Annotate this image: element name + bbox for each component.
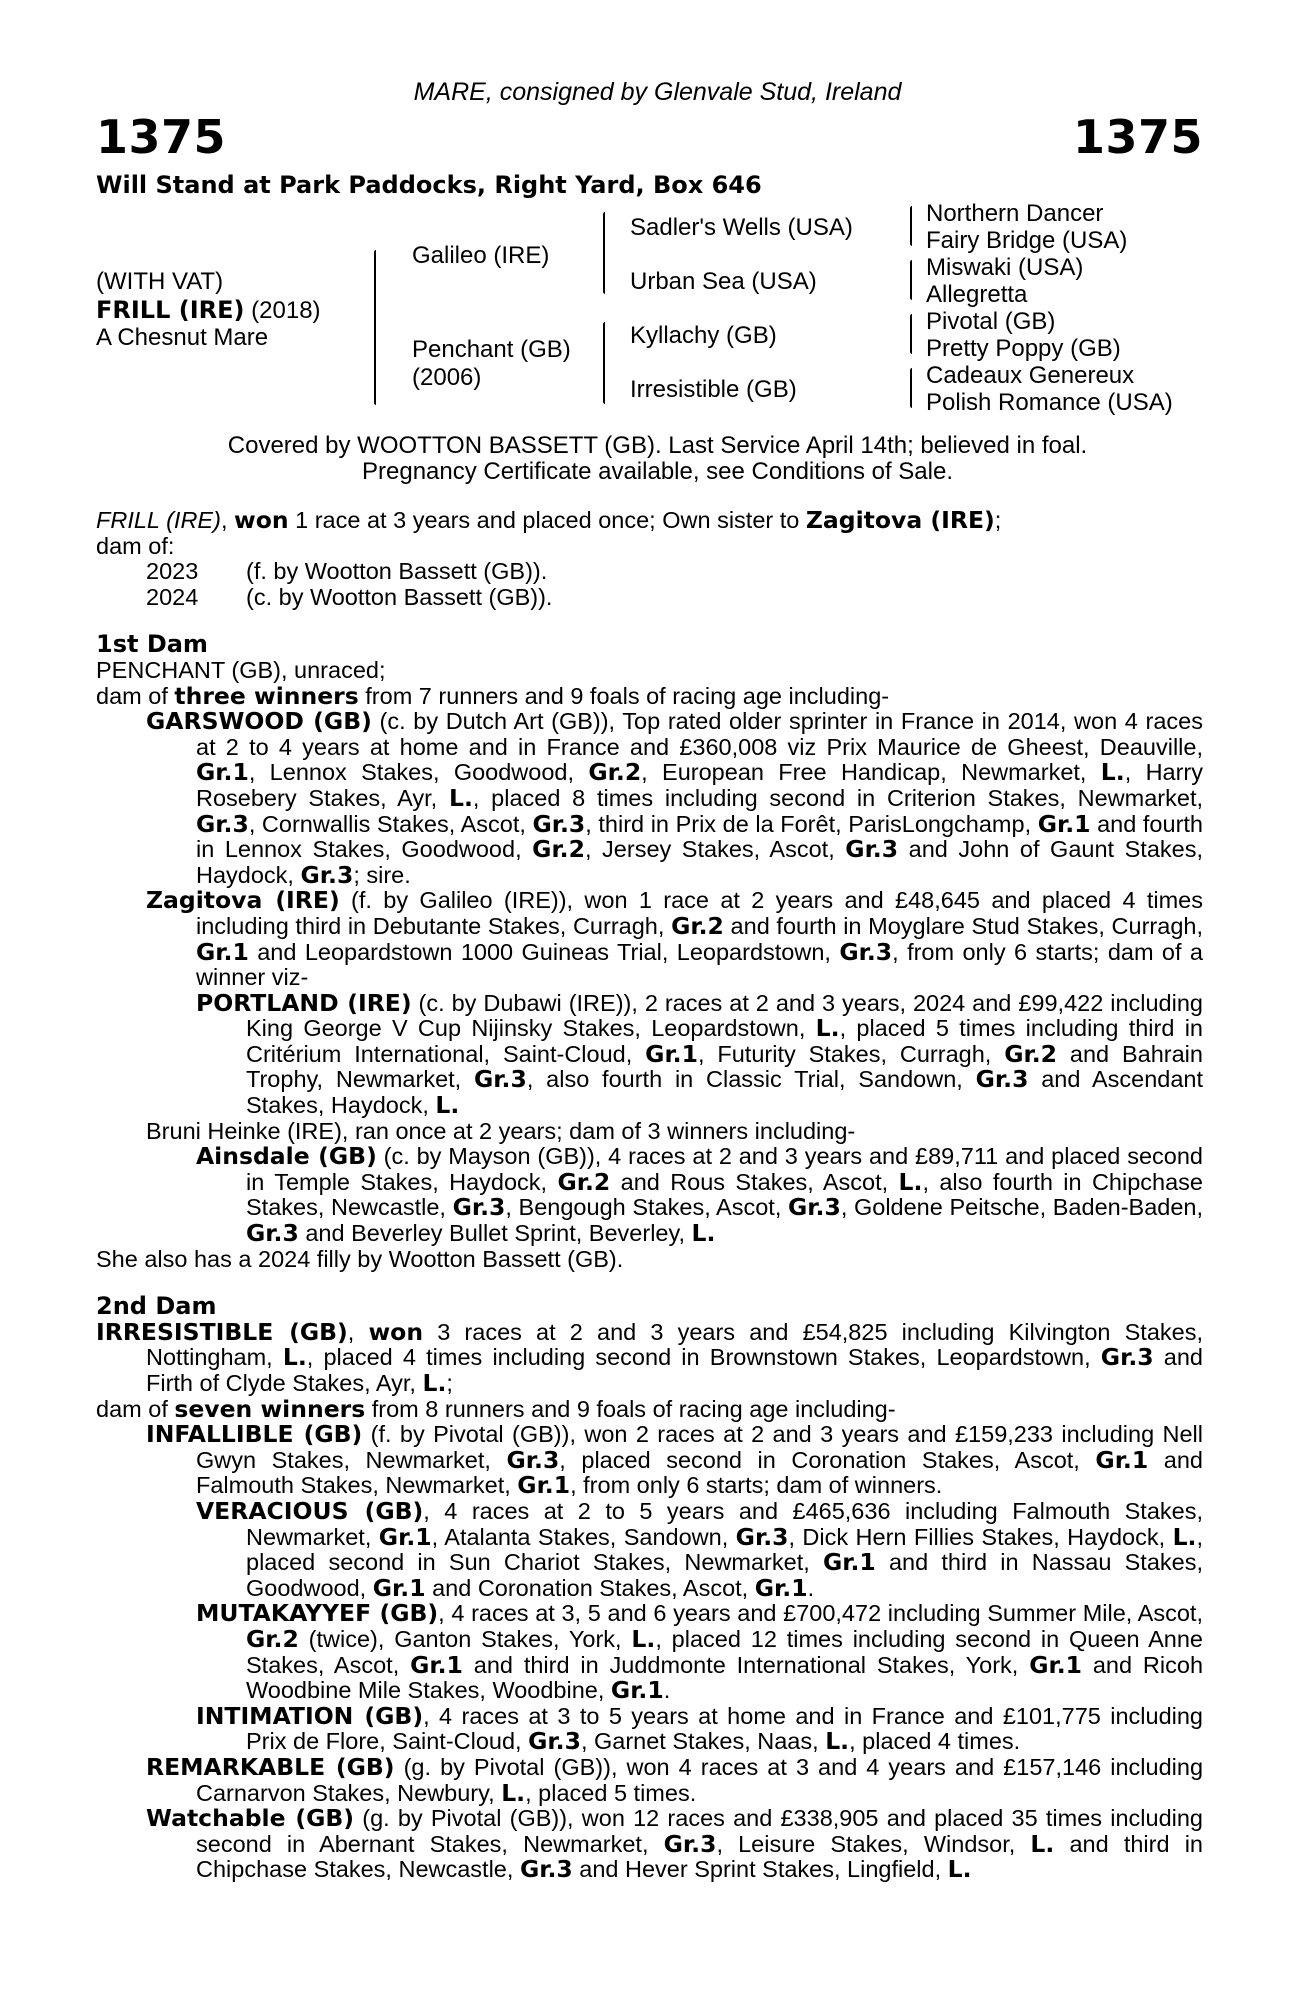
produce-text: (f. by Wootton Bassett (GB)). <box>246 558 548 585</box>
pedigree-brace-sire <box>603 212 605 294</box>
progeny-veracious: VERACIOUS (GB), 4 races at 2 to 5 years and £465,636 including Falmouth Stakes, Newmarket, Gr.1, Atalanta Stakes, Sandown, Gr.3, Dick Hern Fillies Stakes, Haydock, L., placed second in Sun Chariot Stakes, Newmarket, Gr.1 and third in Nassau Stakes, Goodwood, Gr.1 and Coronation Stakes, Ascot, Gr.1. <box>196 1496 1204 1602</box>
horse-name-line <box>96 296 321 325</box>
produce-year: 2023 <box>146 558 199 585</box>
dam-dam: Irresistible (GB) <box>630 376 797 403</box>
horse-year: (2018) <box>251 297 321 324</box>
g-pretty-poppy: Pretty Poppy (GB) <box>926 335 1121 362</box>
produce-row <box>96 585 1203 611</box>
produce-row <box>96 559 1203 585</box>
stand-location: Will Stand at Park Paddocks, Right Yard, Box 646 <box>96 171 762 199</box>
dam-line2: (2006) <box>412 364 482 391</box>
catalogue-body <box>96 508 1203 1883</box>
g-fairy-bridge: Fairy Bridge (USA) <box>926 227 1128 254</box>
sire-sire: Sadler's Wells (USA) <box>630 214 853 241</box>
g-cadeaux-genereux: Cadeaux Genereux <box>926 362 1135 389</box>
progeny-ainsdale: Ainsdale (GB) (c. by Mayson (GB)), 4 races at 2 and 3 years and £89,711 and placed second in Temple Stakes, Haydock, Gr.2 and Rous Stakes, Ascot, L., also fourth in Chipchase Stakes, Newcastle, Gr.3, Bengough Stakes, Ascot, Gr.3, Goldene Peitsche, Baden-Baden, Gr.3 and Beverley Bullet Sprint, Beverley, L. <box>196 1142 1204 1248</box>
pedigree-brace-dam <box>603 322 605 404</box>
first-dam-summary <box>96 681 1203 710</box>
intro-text: 1 race at 3 years and placed once; Own sister to <box>288 507 806 533</box>
second-dam-text: from 8 runners and 9 foals of racing age including- <box>365 1395 896 1422</box>
intro-won: won <box>234 506 289 534</box>
g-polish-romance: Polish Romance (USA) <box>926 389 1173 416</box>
progeny-garswood: GARSWOOD (GB) (c. by Dutch Art (GB)), Top rated older sprinter in France in 2014, won 4 races at 2 to 4 years at home and in France and £360,008 viz Prix Maurice de Gheest, Deauville, Gr.1, Lennox Stakes, Goodwood, Gr.2, European Free Handicap, Newmarket, L., Harry Rosebery Stakes, Ayr, L., placed 8 times including second in Criterion Stakes, Newmarket, Gr.3, Cornwallis Stakes, Ascot, Gr.3, third in Prix de la Forêt, ParisLongchamp, Gr.1 and fourth in Lennox Stakes, Goodwood, Gr.2, Jersey Stakes, Ascot, Gr.3 and John of Gaunt Stakes, Haydock, Gr.3; sire. <box>146 707 1204 889</box>
second-dam-record: IRRESISTIBLE (GB), won 3 races at 2 and 3 years and £54,825 including Kilvington Stakes, Nottingham, L., placed 4 times including second in Brownstown Stakes, Leopardstown, Gr.3 and Firth of Clyde Stakes, Ayr, L.; <box>96 1317 1203 1397</box>
produce-year: 2024 <box>146 583 199 610</box>
progeny-remarkable: REMARKABLE (GB) (g. by Pivotal (GB)), won 4 races at 3 and 4 years and £157,146 including Carnarvon Stakes, Newbury, L., placed 5 times. <box>146 1752 1204 1807</box>
progeny-infallible: INFALLIBLE (GB) (f. by Pivotal (GB)), won 2 races at 2 and 3 years and £159,233 including Nell Gwyn Stakes, Newmarket, Gr.3, placed second in Coronation Stakes, Ascot, Gr.1 and Falmouth Stakes, Newmarket, Gr.1, from only 6 starts; dam of winners. <box>146 1420 1203 1500</box>
progeny-watchable: Watchable (GB) (g. by Pivotal (GB)), won 12 races and £338,905 and placed 35 times including second in Abernant Stakes, Newmarket, Gr.3, Leisure Stakes, Windsor, L. and third in Chipchase Stakes, Newcastle, Gr.3 and Hever Sprint Stakes, Lingfield, L. <box>146 1804 1203 1884</box>
pedigree-brace-g3 <box>910 314 912 354</box>
progeny-portland: PORTLAND (IRE) (c. by Dubawi (IRE)), 2 races at 2 and 3 years, 2024 and £99,422 including King George V Cup Nijinsky Stakes, Leopardstown, L., placed 5 times including third in Critérium International, Saint-Cloud, Gr.1, Futurity Stakes, Curragh, Gr.2 and Bahrain Trophy, Newmarket, Gr.3, also fourth in Classic Trial, Sandown, Gr.3 and Ascendant Stakes, Haydock, L. <box>196 988 1203 1120</box>
g-allegretta: Allegretta <box>926 281 1028 308</box>
intro-horse-name: FRILL (IRE) <box>96 507 221 533</box>
progeny-bruni-heinke: Bruni Heinke (IRE), ran once at 2 years; dam of 3 winners including- <box>146 1117 856 1144</box>
intro-text-end: ; <box>994 507 1002 533</box>
g-pivotal: Pivotal (GB) <box>926 308 1056 335</box>
progeny-intimation: INTIMATION (GB), 4 races at 3 to 5 years at home and in France and £101,775 including Prix de Flore, Saint-Cloud, Gr.3, Garnet Stakes, Naas, L., placed 4 times. <box>196 1701 1203 1756</box>
second-dam-summary <box>96 1394 1203 1423</box>
produce-text: (c. by Wootton Bassett (GB)). <box>246 583 553 610</box>
first-dam-text: from 7 runners and 9 foals of racing age including- <box>358 682 890 709</box>
vat-label: (WITH VAT) <box>96 268 224 295</box>
horse-name: FRILL (IRE) <box>96 296 245 324</box>
lot-number-right: 1375 <box>1072 110 1203 164</box>
horse-description: A Chesnut Mare <box>96 324 269 351</box>
second-dam-name: IRRESISTIBLE (GB) <box>96 1317 348 1346</box>
first-dam-footnote: She also has a 2024 filly by Wootton Bassett (GB). <box>96 1245 624 1272</box>
dam-sire: Kyllachy (GB) <box>630 322 777 349</box>
second-dam-heading: 2nd Dam <box>96 1292 217 1321</box>
sire-dam: Urban Sea (USA) <box>630 268 817 295</box>
lot-number-left: 1375 <box>96 110 227 164</box>
covered-line: Covered by WOOTTON BASSETT (GB). Last Service April 14th; believed in foal. <box>227 432 1088 459</box>
dam-line1: Penchant (GB) <box>412 336 571 363</box>
sire: Galileo (IRE) <box>412 242 550 269</box>
progeny-zagitova: Zagitova (IRE) (f. by Galileo (IRE)), won 1 race at 2 years and £48,645 and placed 4 times including third in Debutante Stakes, Curragh, Gr.2 and fourth in Moyglare Stud Stakes, Curragh, Gr.1 and Leopardstown 1000 Guineas Trial, Leopardstown, Gr.3, from only 6 starts; dam of a winner viz- <box>146 886 1203 991</box>
g-miswaki: Miswaki (USA) <box>926 254 1084 281</box>
g-northern-dancer: Northern Dancer <box>926 200 1104 227</box>
intro-paragraph: FRILL (IRE), won 1 race at 3 years and placed once; Own sister to Zagitova (IRE); <box>96 506 1002 534</box>
first-dam-heading: 1st Dam <box>96 630 208 659</box>
pedigree-brace-g4 <box>910 368 912 408</box>
progeny-mutakayyef: MUTAKAYYEF (GB), 4 races at 3, 5 and 6 years and £700,472 including Summer Mile, Ascot, Gr.2 (twice), Ganton Stakes, York, L., placed 12 times including second in Queen Anne Stakes, Ascot, Gr.1 and third in Juddmonte International Stakes, York, Gr.1 and Ricoh Woodbine Mile Stakes, Woodbine, Gr.1. <box>196 1599 1204 1705</box>
pedigree-brace-g1 <box>910 206 912 246</box>
intro-sister: Zagitova (IRE) <box>805 506 995 534</box>
pedigree-brace-g2 <box>910 260 912 300</box>
intro-dam-of: dam of: <box>96 532 175 559</box>
consignor-line: MARE, consigned by Glenvale Stud, Ireland <box>413 78 902 106</box>
second-dam-won: won <box>368 1317 424 1346</box>
pedigree-brace-main <box>374 250 376 405</box>
first-dam-text: dam of <box>96 682 175 709</box>
certificate-line: Pregnancy Certificate available, see Conditions of Sale. <box>362 458 953 485</box>
first-dam-name: PENCHANT (GB), unraced; <box>96 656 386 683</box>
second-dam-text: dam of <box>96 1395 175 1422</box>
second-dam-winners: seven winners <box>174 1394 366 1423</box>
first-dam-winners: three winners <box>174 681 359 710</box>
